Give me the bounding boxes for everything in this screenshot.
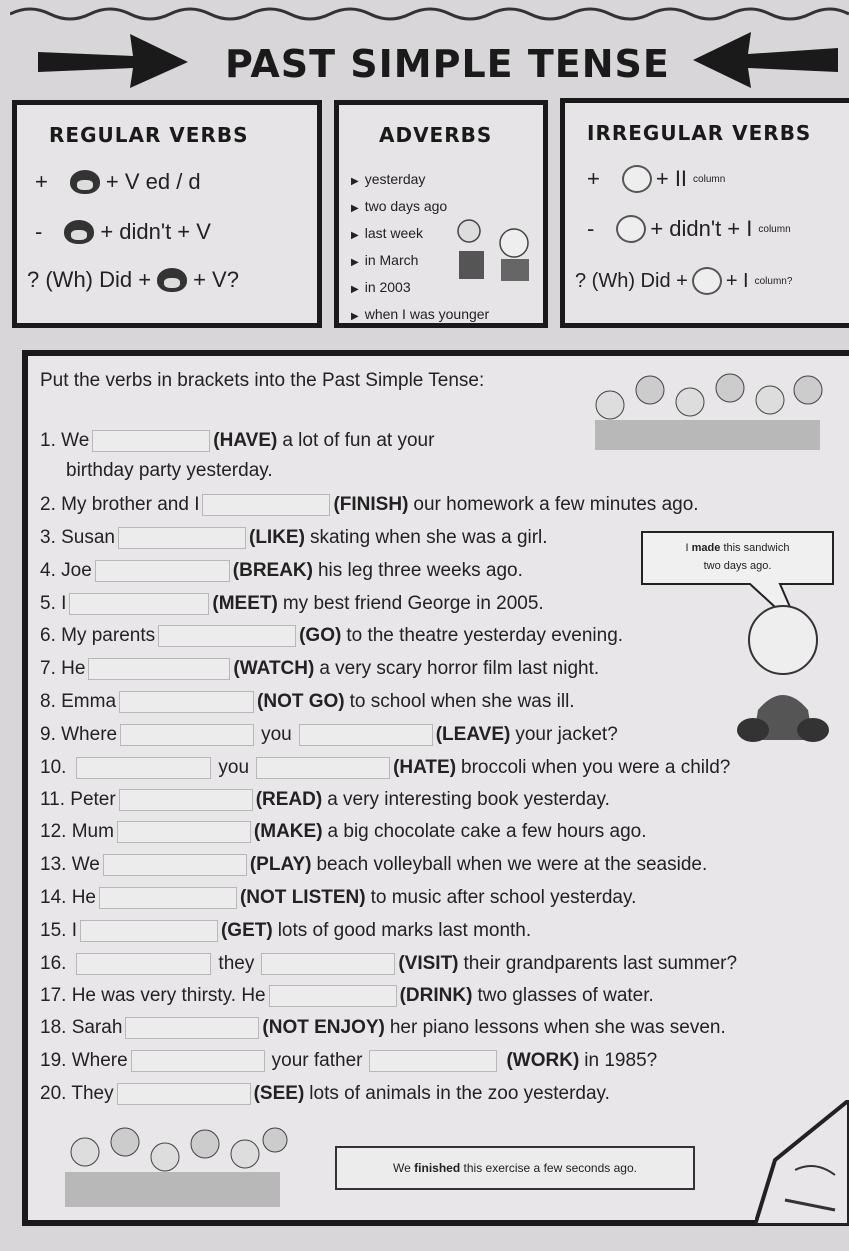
cartoon-characters-illustration (449, 213, 539, 283)
answer-blank[interactable] (117, 821, 251, 843)
irregular-negative-formula (587, 215, 791, 243)
cartoon-crowd-illustration (55, 1122, 295, 1212)
answer-blank[interactable] (125, 1017, 259, 1039)
irregular-question-prefix: ? (Wh) Did + (575, 269, 688, 292)
answer-blank[interactable] (369, 1050, 497, 1072)
exercise-line-6 (40, 623, 623, 649)
exercise-line-18 (40, 1015, 726, 1041)
verb-hint: (GET) (220, 920, 273, 941)
person-icon (692, 267, 722, 295)
sentence-end: a very scary horror film last night. (319, 658, 600, 679)
exercise-line-16 (40, 951, 737, 977)
exercise-line-20 (40, 1081, 610, 1107)
plus-sign: + (35, 169, 48, 194)
irregular-negative-text: + didn't + I (650, 216, 753, 241)
adverbs-title: ADVERBS (379, 123, 493, 147)
answer-blank[interactable] (76, 953, 211, 975)
verb-hint: (WATCH) (233, 658, 315, 679)
sentence-start: 15. I (40, 920, 77, 941)
sentence-start: 11. Peter (40, 789, 116, 810)
exercise-line-1-cont (66, 458, 273, 484)
verb-hint: (LIKE) (249, 527, 305, 548)
exercise-line-8 (40, 689, 575, 715)
final-bold: finished (414, 1161, 461, 1175)
sentence-start: 1. We (40, 430, 90, 451)
page-title: PAST SIMPLE TENSE (225, 42, 670, 86)
answer-blank[interactable] (95, 560, 230, 582)
answer-blank[interactable] (131, 1050, 265, 1072)
exercise-line-17 (40, 983, 654, 1009)
sentence-end: to the theatre yesterday evening. (346, 625, 624, 646)
regular-negative-text: + didn't + V (100, 219, 211, 244)
exercise-line-12 (40, 819, 647, 845)
regular-verbs-title: REGULAR VERBS (49, 123, 249, 147)
sentence-end: their grandparents last summer? (463, 953, 738, 974)
verb-hint: (GO) (299, 625, 342, 646)
bubble-bold: made (691, 542, 721, 554)
regular-question-text: + V? (193, 267, 239, 292)
answer-blank[interactable] (117, 1083, 251, 1105)
verb-hint: (MAKE) (253, 821, 323, 842)
sentence-end: lots of animals in the zoo yesterday. (309, 1083, 610, 1104)
verb-hint: (HAVE) (213, 430, 278, 451)
sentence-start: 10. (40, 757, 67, 778)
sentence-start: 14. He (40, 887, 96, 908)
left-arrow-icon (693, 28, 838, 90)
sentence-end: broccoli when you were a child? (461, 757, 731, 778)
column-label: column (693, 173, 726, 185)
sentence-middle: your father (271, 1050, 363, 1071)
verb-hint: (NOT ENJOY) (262, 1017, 385, 1038)
answer-blank[interactable] (269, 985, 397, 1007)
final-post: this exercise a few seconds ago. (463, 1161, 637, 1175)
sentence-middle: you (218, 757, 250, 778)
verb-hint: (NOT GO) (257, 691, 345, 712)
sentence-end: his leg three weeks ago. (317, 560, 523, 581)
exercise-line-14 (40, 885, 636, 911)
sentence-start: 19. Where (40, 1050, 128, 1071)
sentence-start: 8. Emma (40, 691, 117, 712)
exercise-line-5 (40, 591, 544, 617)
answer-blank[interactable] (103, 854, 247, 876)
speech-bubble-text (650, 539, 825, 575)
final-pre: We (393, 1161, 411, 1175)
adverbs-box (334, 100, 548, 328)
irregular-question-formula (575, 267, 792, 295)
sentence-middle: they (218, 953, 255, 974)
answer-blank[interactable] (299, 724, 433, 746)
verb-hint: (FINISH) (333, 494, 409, 515)
exercise-line-3 (40, 525, 548, 551)
irregular-verbs-box (560, 98, 849, 328)
sentence-middle: you (261, 724, 292, 745)
sentence-end: beach volleyball when we were at the seaside. (316, 854, 708, 875)
page-curl-decoration (755, 1100, 849, 1225)
speech-bubble (640, 530, 835, 586)
sentence-end: her piano lessons when she was seven. (389, 1017, 726, 1038)
answer-blank[interactable] (92, 430, 210, 452)
exercise-line-13 (40, 852, 707, 878)
sentence-end: your jacket? (515, 724, 618, 745)
adverb-item: ▶ yesterday (351, 167, 489, 194)
minus-sign: - (587, 216, 595, 241)
answer-blank[interactable] (256, 757, 390, 779)
sentence-end: lots of good marks last month. (277, 920, 532, 941)
verb-hint: (WORK) (506, 1050, 580, 1071)
exercise-line-15 (40, 918, 531, 944)
bubble-pre: I (685, 542, 689, 554)
adverb-item: ▶ last week (351, 221, 489, 248)
verb-hint: (MEET) (212, 593, 278, 614)
irregular-positive-text: + II (655, 166, 688, 191)
adverb-item: ▶ in March (351, 248, 489, 275)
sentence-start: 12. Mum (40, 821, 114, 842)
sentence-start: 16. (40, 953, 67, 974)
answer-blank[interactable] (120, 724, 254, 746)
sentence-end: in 1985? (584, 1050, 658, 1071)
sentence-start: 2. My brother and I (40, 494, 200, 515)
sentence-end: to school when she was ill. (349, 691, 575, 712)
sentence-start: 5. I (40, 593, 67, 614)
sentence-start: 18. Sarah (40, 1017, 123, 1038)
verb-hint: (HATE) (393, 757, 457, 778)
adverb-item: ▶ in 2003 (351, 275, 489, 302)
sentence-end: two glasses of water. (477, 985, 654, 1006)
sentence-start: 17. He was very thirsty. He (40, 985, 266, 1006)
answer-blank[interactable] (202, 494, 330, 516)
verb-hint: (PLAY) (249, 854, 312, 875)
irregular-positive-formula (587, 165, 725, 193)
exercise-line-2 (40, 492, 699, 518)
plus-sign: + (587, 166, 600, 191)
sentence-end: to music after school yesterday. (370, 887, 637, 908)
sentence-end: a big chocolate cake a few hours ago. (327, 821, 647, 842)
column-label: column? (754, 275, 793, 287)
answer-blank[interactable] (88, 658, 230, 680)
person-icon (616, 215, 646, 243)
answer-blank[interactable] (80, 920, 218, 942)
answer-blank[interactable] (69, 593, 209, 615)
cartoon-crowd-illustration (580, 360, 835, 455)
sentence-start: 3. Susan (40, 527, 115, 548)
irregular-question-text: + I (725, 269, 749, 292)
verb-hint: (VISIT) (398, 953, 459, 974)
column-label: column (758, 223, 791, 235)
verb-hint: (NOT LISTEN) (239, 887, 366, 908)
person-icon (64, 220, 94, 244)
regular-question-formula (27, 267, 239, 293)
regular-question-prefix: ? (Wh) Did + (27, 267, 152, 292)
regular-verbs-box (12, 100, 322, 328)
minus-sign: - (35, 219, 43, 244)
sentence-end: our homework a few minutes ago. (413, 494, 699, 515)
exercise-instruction: Put the verbs in brackets into the Past Simple Tense: (40, 370, 485, 391)
verb-hint: (BREAK) (232, 560, 313, 581)
verb-hint: (READ) (255, 789, 323, 810)
sentence-start: 13. We (40, 854, 100, 875)
answer-blank[interactable] (76, 757, 211, 779)
exercise-line-4 (40, 558, 523, 584)
exercise-line-10 (40, 755, 730, 781)
adverb-item: ▶ two days ago (351, 194, 489, 221)
exercise-line-11 (40, 787, 610, 813)
adverb-item: ▶ when I was younger (351, 302, 489, 329)
exercise-line-1 (40, 428, 434, 454)
verb-hint: (LEAVE) (435, 724, 511, 745)
person-icon (157, 268, 187, 292)
exercise-line-9 (40, 722, 618, 748)
sentence-start: 20. They (40, 1083, 114, 1104)
irregular-verbs-title: IRREGULAR VERBS (587, 121, 812, 145)
answer-blank[interactable] (119, 789, 253, 811)
bubble-line2: two days ago. (703, 560, 772, 572)
exercise-line-19 (40, 1048, 657, 1074)
sentence-start: 9. Where (40, 724, 118, 745)
verb-hint: (DRINK) (399, 985, 473, 1006)
sentence-start: 4. Joe (40, 560, 92, 581)
decorative-top-border (10, 4, 849, 24)
sentence-end: a very interesting book yesterday. (327, 789, 610, 810)
answer-blank[interactable] (118, 527, 246, 549)
sentence-start: 7. He (40, 658, 86, 679)
exercise-line-7 (40, 656, 599, 682)
answer-blank[interactable] (99, 887, 237, 909)
cartoon-boy-illustration (728, 600, 838, 750)
person-icon (70, 170, 100, 194)
answer-blank[interactable] (158, 625, 296, 647)
sentence-end: skating when she was a girl. (309, 527, 548, 548)
right-arrow-icon (38, 30, 188, 90)
sentence-end: my best friend George in 2005. (282, 593, 544, 614)
regular-positive-formula (35, 169, 201, 195)
regular-negative-formula (35, 219, 211, 245)
answer-blank[interactable] (261, 953, 395, 975)
regular-positive-text: + V ed / d (105, 169, 201, 194)
bubble-post: this sandwich (723, 542, 790, 554)
sentence-end: a lot of fun at your (282, 430, 435, 451)
sentence-start: 6. My parents (40, 625, 156, 646)
person-icon (622, 165, 652, 193)
answer-blank[interactable] (119, 691, 254, 713)
sentence-end: birthday party yesterday. (66, 460, 273, 481)
final-speech-box (335, 1146, 695, 1190)
verb-hint: (SEE) (253, 1083, 305, 1104)
